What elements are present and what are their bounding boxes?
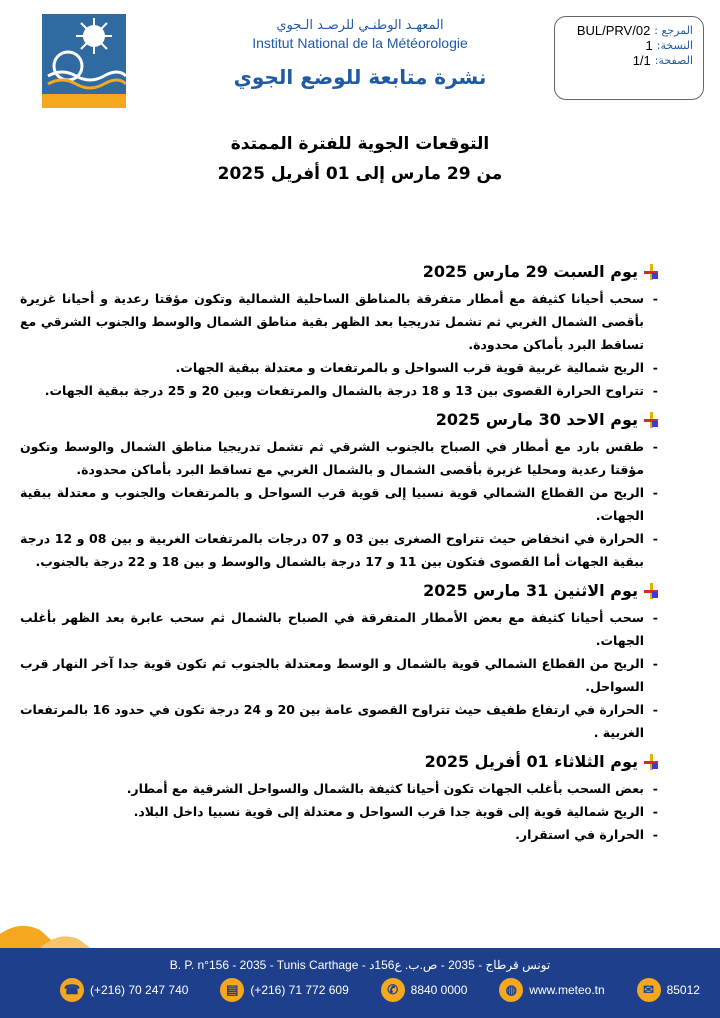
day-heading	[20, 262, 658, 281]
footer-wave	[0, 920, 720, 948]
version-value: 1	[645, 38, 653, 53]
forecast-period: من 29 مارس إلى 01 أفريل 2025	[217, 164, 503, 184]
page-label: الصفحة:	[654, 54, 693, 67]
forecast-line: - الحرارة في استقرار.	[20, 823, 658, 846]
phone-icon: ☎	[60, 978, 84, 1002]
pin-icon	[644, 583, 658, 599]
hotline-icon: ✆	[381, 978, 405, 1002]
ref-label: المرجع :	[654, 24, 693, 37]
forecast-line: - الريح من القطاع الشمالي قوية نسبيا إلى قوية قرب السواحل و بالمرتفعات والجنوب و معتدلة ببقية الجهات.	[20, 481, 658, 527]
footer-contacts	[60, 978, 700, 1002]
phone-contact[interactable]	[60, 978, 188, 1002]
fax-icon: ▤	[220, 978, 244, 1002]
institute-header	[200, 18, 520, 89]
version-label: النسخة:	[656, 39, 693, 52]
website-link: www.meteo.tn	[529, 983, 605, 997]
day-section	[20, 581, 658, 744]
reference-box	[554, 16, 704, 100]
day-heading	[20, 581, 658, 600]
day-title: يوم السبت 29 مارس 2025	[422, 262, 638, 281]
day-heading	[20, 410, 658, 429]
hotline-contact[interactable]	[381, 978, 468, 1002]
day-heading	[20, 752, 658, 771]
forecast-line: - الريح شمالية قوية إلى قوية جدا قرب السواحل و معتدلة إلى قوية نسبيا داخل البلاد.	[20, 800, 658, 823]
pin-icon	[644, 264, 658, 280]
institute-name-fr: Institut National de la Météorologie	[252, 35, 468, 51]
ref-value: BUL/PRV/02	[576, 23, 651, 38]
pin-icon	[644, 412, 658, 428]
forecast-line: - بعض السحب بأغلب الجهات تكون أحيانا كثيفة بالشمال والسواحل الشرقية مع أمطار.	[20, 777, 658, 800]
forecast-line: - سحب أحيانا كثيفة مع بعض الأمطار المتفرقة في الصباح بالشمال ثم سحب عابرة بعد الظهر بأغلب الجهات.	[20, 606, 658, 652]
day-title: يوم الاثنين 31 مارس 2025	[423, 581, 638, 600]
page-value: 1/1	[632, 53, 651, 68]
globe-icon: ◍	[499, 978, 523, 1002]
forecast-line: - الريح من القطاع الشمالي قوية بالشمال و الوسط ومعتدلة بالجنوب ثم تكون قوية جدا آخر النهار قرب السواحل.	[20, 652, 658, 698]
forecast-line: - الحرارة في انخفاض حيث تتراوح الصغرى بين 03 و 07 درجات بالمرتفعات الغربية و بين 08 و 12 درجة ببقية الجهات أما القصوى فتكون بين 11 و 17 درجة بالشمال والوسط و بين 18 و 22 درجة بالجنوب.	[20, 527, 658, 573]
sms-code: 85012	[666, 983, 700, 997]
forecast-content	[20, 262, 658, 854]
phone-number: (+216) 70 247 740	[90, 983, 189, 997]
bulletin-title: نشرة متابعة للوضع الجوي	[233, 65, 487, 89]
fax-contact[interactable]	[220, 978, 348, 1002]
day-section	[20, 262, 658, 402]
day-section	[20, 410, 658, 573]
forecast-line: - الريح شمالية غربية قوية قرب السواحل و بالمرتفعات و معتدلة ببقية الجهات.	[20, 356, 658, 379]
forecast-line: - سحب أحيانا كثيفة مع أمطار متفرقة بالمناطق الساحلية الشمالية وتكون مؤقتا رعدية و أحيانا غزيرة بأقصى الشمال الغربي ثم تشمل تدريجيا بعد الظهر بقية مناطق الشمال والوسط والجنوب الشرقي مع تساقط البرد بأماكن محدودة.	[20, 287, 658, 356]
pin-icon	[644, 754, 658, 770]
forecast-title: التوقعات الجوية للفترة الممتدة	[230, 134, 490, 154]
hotline-number: 8840 0000	[410, 983, 468, 997]
inm-logo	[42, 14, 126, 108]
sms-icon: ✉	[637, 978, 661, 1002]
footer-address: B. P. n°156 - 2035 - Tunis Carthage - تونس قرطاج - 2035 - ص.ب. ع156د	[169, 958, 551, 972]
forecast-line: - طقس بارد مع أمطار في الصباح بالجنوب الشرقي ثم تشمل تدريجيا مناطق الشمال والوسط وتكون مؤقتا رعدية ومحليا غزيرة بأقصى الشمال و بالشمال الغربي مع تساقط البرد بأماكن محدودة.	[20, 435, 658, 481]
website-contact[interactable]	[499, 978, 604, 1002]
code-contact[interactable]	[637, 978, 700, 1002]
forecast-line: - الحرارة في ارتفاع طفيف حيث تتراوح القصوى عامة بين 20 و 24 درجة تكون في حدود 16 بالمرتفعات الغربية .	[20, 698, 658, 744]
institute-name-ar: المعهـد الوطنـي للرصـد الـجوي	[276, 18, 444, 33]
day-title: يوم الثلاثاء 01 أفريل 2025	[424, 752, 638, 771]
fax-number: (+216) 71 772 609	[250, 983, 349, 997]
day-section	[20, 752, 658, 846]
day-title: يوم الاحد 30 مارس 2025	[435, 410, 638, 429]
forecast-line: - تتراوح الحرارة القصوى بين 13 و 18 درجة بالشمال والمرتفعات وبين 20 و 25 درجة ببقية الجهات.	[20, 379, 658, 402]
